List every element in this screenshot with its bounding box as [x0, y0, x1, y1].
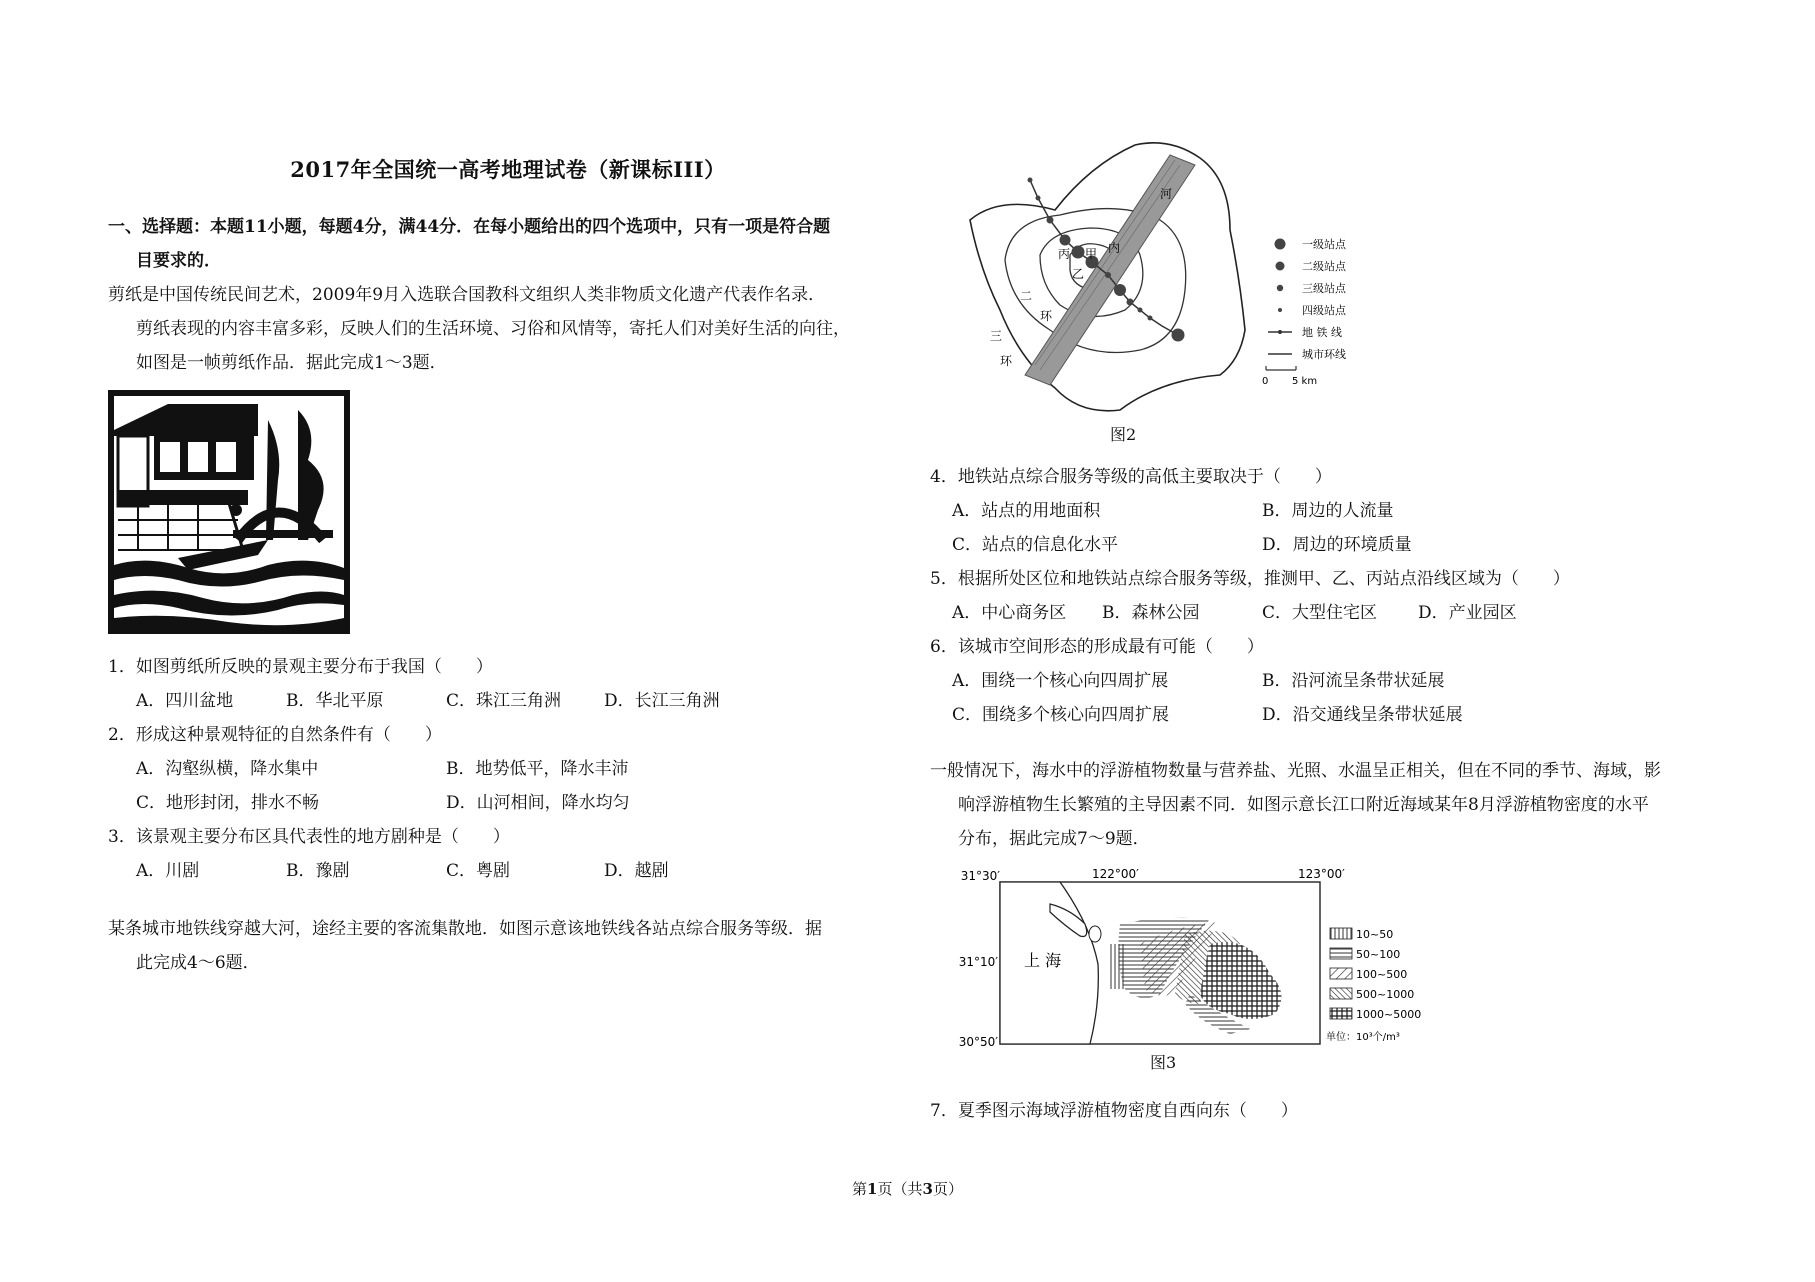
svg-text:单位：10³个/m³: 单位：10³个/m³: [1326, 1032, 1400, 1043]
svg-text:地 铁 线: 地 铁 线: [1302, 326, 1342, 339]
question-options: [930, 494, 1720, 528]
svg-text:500~1000: 500~1000: [1356, 988, 1415, 1001]
question-stem: 6．该城市空间形态的形成最有可能（ ）: [930, 637, 1264, 657]
option[interactable]: A．中心商务区: [952, 603, 1067, 623]
ring-label-inner: 内: [1108, 241, 1121, 255]
figure-2-caption: 图2: [1110, 425, 1137, 444]
question-stem: 5．根据所处区位和地铁站点综合服务等级，推测甲、乙、丙站点沿线区域为（ ）: [930, 569, 1570, 589]
question-stem: 7．夏季图示海域浮游植物密度自西向东（ ）: [930, 1101, 1298, 1121]
option[interactable]: D．山河相间，降水均匀: [446, 793, 630, 813]
question-stem: 4．地铁站点综合服务等级的高低主要取决于（ ）: [930, 467, 1332, 487]
ring-label-2: 二: [1020, 289, 1033, 303]
option[interactable]: A．四川盆地: [136, 691, 234, 711]
papercut-figure: [108, 390, 350, 634]
option[interactable]: A．围绕一个核心向四周扩展: [952, 671, 1169, 691]
lon-label: 122°00′: [1092, 867, 1139, 881]
svg-text:一级站点: 一级站点: [1302, 238, 1346, 251]
plankton-map: [950, 864, 1430, 1049]
question-group-1-3: [108, 650, 908, 888]
left-column: [108, 150, 908, 980]
intro-paragraph-1: 剪纸是中国传统民间艺术，2009年9月入选联合国教科文组织人类非物质文化遗产代表作名录． 剪纸表现的内容丰富多彩，反映人们的生活环境、习俗和风情等，寄托人们对美好生活的向往， 如图是一帧剪纸作品．据此完成1～3题．: [108, 285, 850, 373]
river-label: 河: [1160, 187, 1173, 201]
figure2-legend: [1262, 237, 1347, 387]
option[interactable]: A．川剧: [136, 861, 200, 881]
ring-label-3b: 环: [1000, 354, 1013, 368]
option[interactable]: C．大型住宅区: [1262, 603, 1378, 623]
svg-text:1000~5000: 1000~5000: [1356, 1008, 1422, 1021]
svg-text:城市环线: 城市环线: [1302, 348, 1346, 361]
option[interactable]: B．森林公园: [1102, 603, 1200, 623]
lat-label: 31°10′: [958, 955, 998, 969]
papercut-image: [108, 390, 350, 634]
option[interactable]: B．沿河流呈条带状延展: [1262, 671, 1445, 691]
svg-text:四级站点: 四级站点: [1302, 304, 1346, 317]
option[interactable]: D．沿交通线呈条带状延展: [1262, 705, 1463, 725]
svg-text:10~50: 10~50: [1356, 928, 1394, 941]
lat-label: 30°50′: [958, 1035, 998, 1049]
option[interactable]: A．沟壑纵横，降水集中: [136, 759, 319, 779]
option[interactable]: D．产业园区: [1418, 603, 1517, 623]
option[interactable]: C．站点的信息化水平: [952, 535, 1119, 555]
figure-3: [950, 864, 1430, 1074]
question-options: [930, 698, 1720, 732]
lat-label: 31°30′: [960, 869, 1000, 883]
question-stem: 3．该景观主要分布区具代表性的地方剧种是（ ）: [108, 827, 510, 847]
option[interactable]: C．围绕多个核心向四周扩展: [952, 705, 1170, 725]
station-label-yi: 乙: [1072, 267, 1085, 281]
question-options: [108, 786, 908, 820]
option[interactable]: D．长江三角洲: [604, 691, 720, 711]
question-options: [108, 854, 908, 888]
option[interactable]: C．粤剧: [446, 861, 511, 881]
right-column: [930, 140, 1720, 1128]
ring-label-3: 三: [990, 329, 1003, 343]
station-label-bing: 丙: [1058, 247, 1071, 261]
option[interactable]: B．地势低平，降水丰沛: [446, 759, 629, 779]
figure3-legend: [1326, 928, 1421, 1043]
lon-label: 123°00′: [1298, 867, 1345, 881]
option[interactable]: C．地形封闭，排水不畅: [136, 793, 320, 813]
option[interactable]: B．豫剧: [286, 861, 350, 881]
svg-text:100~500: 100~500: [1356, 968, 1408, 981]
option[interactable]: D．周边的环境质量: [1262, 535, 1412, 555]
figure-3-caption: 图3: [1150, 1053, 1177, 1072]
intro-paragraph-2: 某条城市地铁线穿越大河，途经主要的客流集散地．如图示意该地铁线各站点综合服务等级．据 此完成4～6题．: [108, 919, 822, 973]
option[interactable]: A．站点的用地面积: [952, 501, 1101, 521]
option[interactable]: C．珠江三角洲: [446, 691, 562, 711]
question-options: [108, 752, 908, 786]
question-options: [930, 596, 1720, 630]
station-label-jia: 甲: [1085, 247, 1098, 261]
option[interactable]: B．华北平原: [286, 691, 384, 711]
intro-paragraph-3: 一般情况下，海水中的浮游植物数量与营养盐、光照、水温呈正相关，但在不同的季节、海域，影 响浮游植物生长繁殖的主导因素不同．如图示意长江口附近海域某年8月浮游植物密度的水平 分布，据此完成7～9题．: [930, 761, 1661, 849]
question-stem: 1．如图剪纸所反映的景观主要分布于我国（ ）: [108, 657, 493, 677]
svg-text:0: 0: [1262, 376, 1269, 387]
question-stem: 2．形成这种景观特征的自然条件有（ ）: [108, 725, 442, 745]
figure-2: [960, 140, 1350, 444]
svg-text:5 km: 5 km: [1292, 376, 1318, 387]
subway-map: [960, 140, 1350, 420]
svg-text:50~100: 50~100: [1356, 948, 1401, 961]
page-title: 2017年全国统一高考地理试卷（新课标III）: [290, 157, 726, 182]
place-label: 上 海: [1024, 951, 1062, 970]
option[interactable]: B．周边的人流量: [1262, 501, 1394, 521]
question-options: [108, 684, 908, 718]
option[interactable]: D．越剧: [604, 861, 669, 881]
question-options: [930, 528, 1720, 562]
svg-text:三级站点: 三级站点: [1302, 282, 1346, 295]
page-footer: 第1页（共3页）: [852, 1180, 963, 1198]
question-options: [930, 664, 1720, 698]
svg-text:二级站点: 二级站点: [1302, 260, 1346, 273]
question-group-4-6: [930, 460, 1720, 732]
ring-label-2b: 环: [1040, 309, 1053, 323]
section-heading: 一、选择题：本题11小题，每题4分，满44分．在每小题给出的四个选项中，只有一项是符合题 目要求的．: [108, 217, 831, 271]
